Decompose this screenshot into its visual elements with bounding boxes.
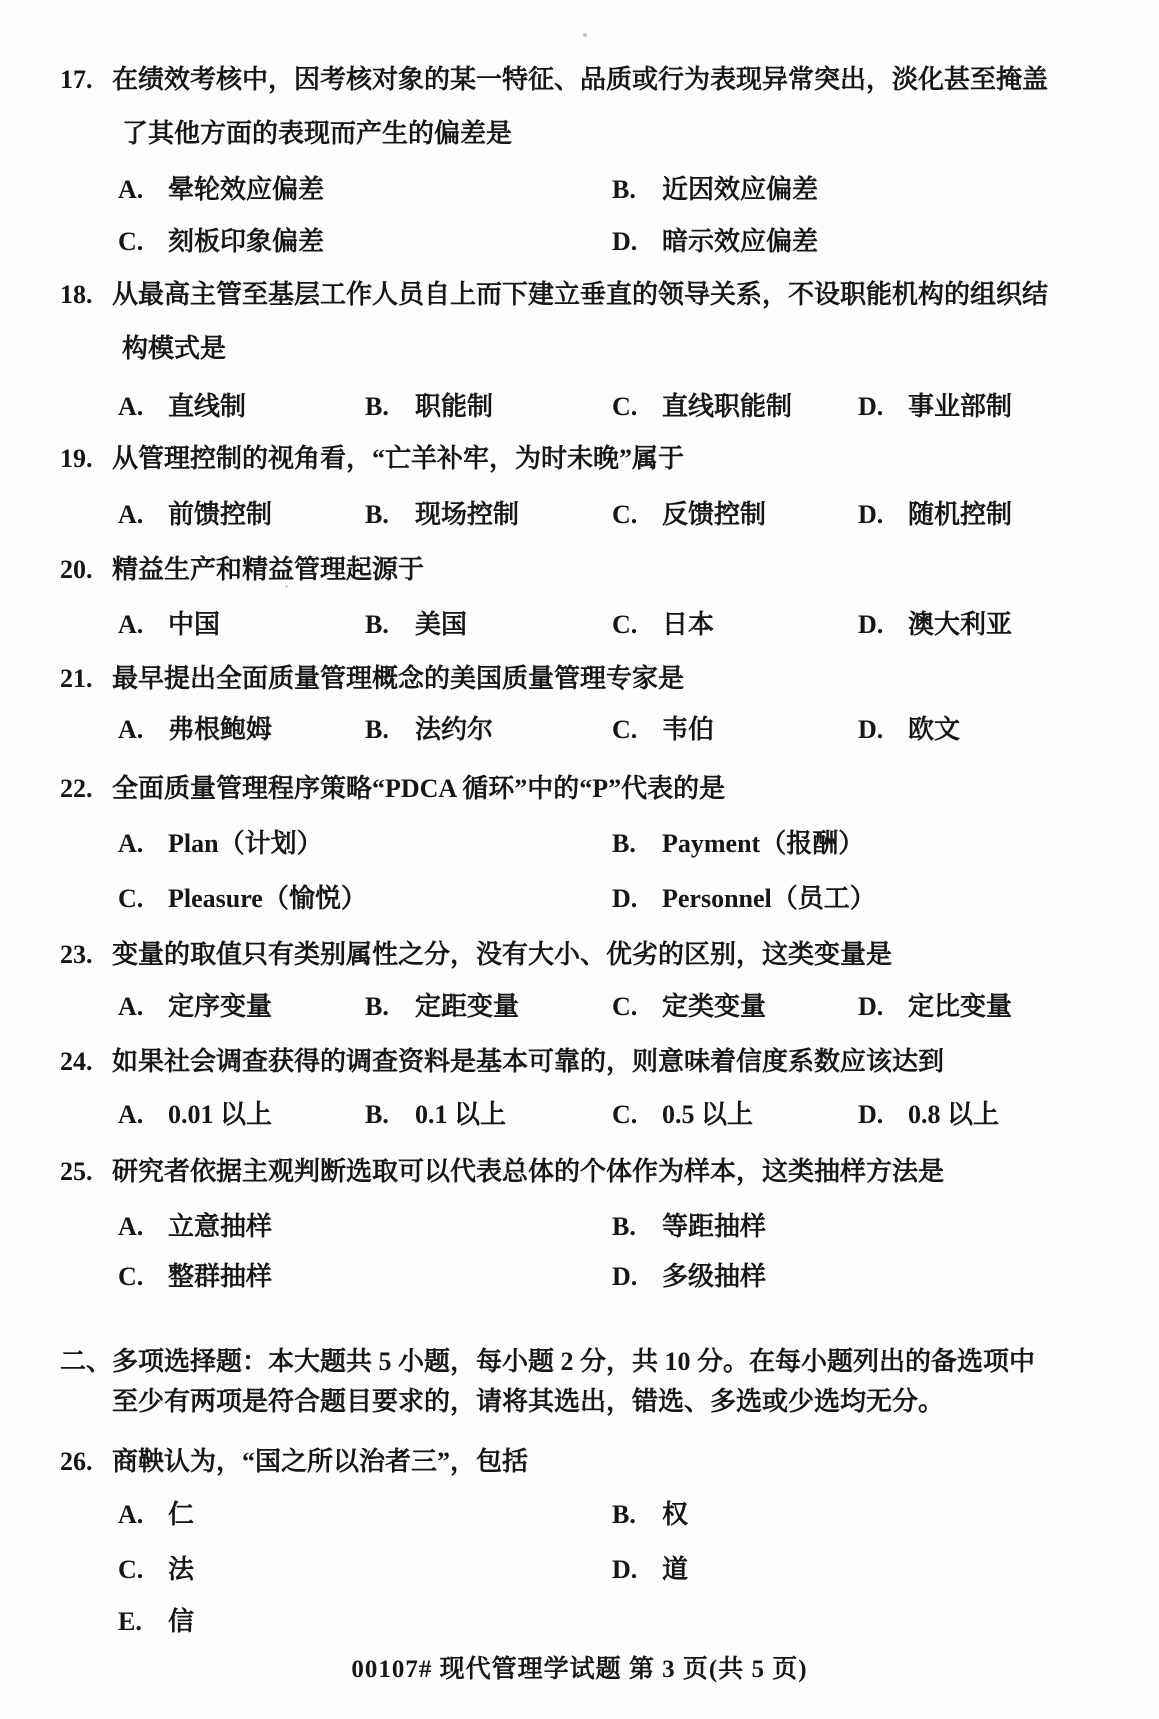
- option-text: 欧文: [908, 715, 961, 744]
- option-label: C.: [612, 392, 638, 421]
- section-number: 二、: [60, 1347, 113, 1376]
- option-text: 定类变量: [662, 992, 767, 1021]
- scan-speck: [583, 33, 587, 37]
- option-text: 法: [168, 1555, 195, 1584]
- option-label: B.: [612, 1212, 636, 1241]
- question-18-line-2: [0, 333, 1159, 365]
- option-text: 整群抽样: [168, 1262, 273, 1291]
- question-text: 全面质量管理程序策略“PDCA 循环”中的“P”代表的是: [112, 774, 726, 803]
- question-number: 24.: [60, 1047, 93, 1076]
- option-24-d: [858, 1099, 999, 1131]
- option-20-c: [612, 609, 714, 641]
- question-22-line-1: [0, 773, 1159, 805]
- question-20-line-1: [0, 554, 1159, 586]
- option-text: 事业部制: [908, 392, 1013, 421]
- section-2-header-line-1: [0, 1346, 1159, 1378]
- option-20-a: [118, 609, 220, 641]
- option-label: A.: [118, 392, 144, 421]
- option-22-a: [118, 828, 323, 860]
- option-label: D.: [612, 884, 638, 913]
- question-25-line-1: [0, 1156, 1159, 1188]
- option-label: A.: [118, 715, 144, 744]
- option-text: 直线制: [168, 392, 247, 421]
- option-label: D.: [612, 1262, 638, 1291]
- option-text: 法约尔: [415, 715, 494, 744]
- question-17-line-2: [0, 118, 1159, 150]
- option-text: 定序变量: [168, 992, 273, 1021]
- option-label: D.: [858, 610, 884, 639]
- option-label: C.: [612, 1100, 638, 1129]
- option-label: A.: [118, 610, 144, 639]
- question-text: 从管理控制的视角看，“亡羊补牢，为时未晚”属于: [112, 444, 685, 473]
- option-label: B.: [612, 829, 636, 858]
- option-17-c: [118, 226, 324, 258]
- option-24-c: [612, 1099, 753, 1131]
- question-text: 从最高主管至基层工作人员自上而下建立垂直的领导关系，不设职能机构的组织结: [112, 280, 1049, 309]
- option-text: 定比变量: [908, 992, 1013, 1021]
- option-text: 道: [662, 1555, 689, 1584]
- option-text: 中国: [168, 610, 221, 639]
- option-label: C.: [118, 884, 144, 913]
- option-label: C.: [118, 1555, 144, 1584]
- option-label: A.: [118, 1212, 144, 1241]
- option-23-b: [365, 991, 519, 1023]
- question-text: 最早提出全面质量管理概念的美国质量管理专家是: [112, 664, 685, 693]
- option-label: A.: [118, 175, 144, 204]
- option-text: 弗根鲍姆: [168, 715, 273, 744]
- option-26-e: [118, 1606, 194, 1638]
- question-19-line-1: [0, 443, 1159, 475]
- question-text: 商鞅认为，“国之所以治者三”，包括: [112, 1447, 529, 1476]
- option-text: 刻板印象偏差: [168, 227, 325, 256]
- option-label: D.: [612, 1555, 638, 1584]
- question-text: 精益生产和精益管理起源于: [112, 555, 425, 584]
- option-label: B.: [365, 500, 389, 529]
- question-text: 研究者依据主观判断选取可以代表总体的个体作为样本，这类抽样方法是: [112, 1157, 945, 1186]
- option-19-a: [118, 499, 272, 531]
- option-26-d: [612, 1554, 688, 1586]
- option-label: D.: [858, 392, 884, 421]
- option-label: C.: [612, 992, 638, 1021]
- option-label: D.: [858, 500, 884, 529]
- option-label: B.: [365, 1100, 389, 1129]
- option-text: Plan（计划）: [168, 829, 323, 858]
- option-label: A.: [118, 829, 144, 858]
- option-label: E.: [118, 1607, 142, 1636]
- question-21-line-1: [0, 663, 1159, 695]
- option-text: 职能制: [415, 392, 494, 421]
- question-text: 如果社会调查获得的调查资料是基本可靠的，则意味着信度系数应该达到: [112, 1047, 945, 1076]
- option-label: C.: [612, 500, 638, 529]
- option-text: 立意抽样: [168, 1212, 273, 1241]
- option-text: 美国: [415, 610, 468, 639]
- section-instructions: 多项选择题：本大题共 5 小题，每小题 2 分，共 10 分。在每小题列出的备选项中: [112, 1347, 1036, 1376]
- option-21-d: [858, 714, 960, 746]
- option-text: 定距变量: [415, 992, 520, 1021]
- option-19-c: [612, 499, 766, 531]
- option-25-b: [612, 1211, 766, 1243]
- option-text: Personnel（员工）: [662, 884, 876, 913]
- question-18-line-1: [0, 279, 1159, 311]
- option-text: 0.8 以上: [908, 1100, 1000, 1129]
- question-26-line-1: [0, 1446, 1159, 1478]
- option-24-a: [118, 1099, 272, 1131]
- question-number: 19.: [60, 444, 93, 473]
- option-22-b: [612, 828, 864, 860]
- question-text: 构模式是: [122, 334, 227, 363]
- option-label: A.: [118, 1500, 144, 1529]
- option-label: C.: [118, 227, 144, 256]
- option-17-b: [612, 174, 818, 206]
- option-text: 0.5 以上: [662, 1100, 754, 1129]
- option-21-c: [612, 714, 714, 746]
- option-26-a: [118, 1499, 194, 1531]
- option-text: 信: [168, 1607, 195, 1636]
- question-text: 在绩效考核中，因考核对象的某一特征、品质或行为表现异常突出，淡化甚至掩盖: [112, 65, 1049, 94]
- option-22-d: [612, 883, 876, 915]
- option-text: 暗示效应偏差: [662, 227, 819, 256]
- page-footer: [0, 1654, 1159, 1686]
- option-25-a: [118, 1211, 272, 1243]
- question-23-line-1: [0, 939, 1159, 971]
- option-21-a: [118, 714, 272, 746]
- question-24-line-1: [0, 1046, 1159, 1078]
- footer-text: 00107# 现代管理学试题 第 3 页(共 5 页): [351, 1656, 808, 1683]
- option-17-a: [118, 174, 324, 206]
- option-label: B.: [612, 175, 636, 204]
- option-25-c: [118, 1261, 272, 1293]
- option-text: Payment（报酬）: [662, 829, 865, 858]
- option-19-d: [858, 499, 1012, 531]
- option-23-c: [612, 991, 766, 1023]
- question-number: 25.: [60, 1157, 93, 1186]
- question-number: 22.: [60, 774, 93, 803]
- option-text: 0.1 以上: [415, 1100, 507, 1129]
- option-text: 前馈控制: [168, 500, 273, 529]
- option-label: C.: [612, 715, 638, 744]
- option-text: 仁: [168, 1500, 195, 1529]
- question-number: 18.: [60, 280, 93, 309]
- option-text: 晕轮效应偏差: [168, 175, 325, 204]
- option-text: 现场控制: [415, 500, 520, 529]
- option-label: A.: [118, 992, 144, 1021]
- option-label: D.: [858, 992, 884, 1021]
- option-text: 直线职能制: [662, 392, 793, 421]
- section-2-header-line-2: [0, 1386, 1159, 1418]
- option-23-d: [858, 991, 1012, 1023]
- option-text: 0.01 以上: [168, 1100, 273, 1129]
- option-19-b: [365, 499, 519, 531]
- option-text: 多级抽样: [662, 1262, 767, 1291]
- question-17-line-1: [0, 64, 1159, 96]
- option-label: B.: [365, 715, 389, 744]
- question-number: 26.: [60, 1447, 93, 1476]
- question-text: 了其他方面的表现而产生的偏差是: [122, 119, 513, 148]
- option-label: A.: [118, 1100, 144, 1129]
- option-20-d: [858, 609, 1012, 641]
- option-18-a: [118, 391, 246, 423]
- option-text: 近因效应偏差: [662, 175, 819, 204]
- option-text: 随机控制: [908, 500, 1013, 529]
- option-text: Pleasure（愉悦）: [168, 884, 367, 913]
- option-label: D.: [612, 227, 638, 256]
- option-18-c: [612, 391, 792, 423]
- option-text: 日本: [662, 610, 715, 639]
- question-number: 20.: [60, 555, 93, 584]
- option-26-b: [612, 1499, 688, 1531]
- option-label: B.: [612, 1500, 636, 1529]
- option-text: 权: [662, 1500, 689, 1529]
- option-20-b: [365, 609, 467, 641]
- option-label: A.: [118, 500, 144, 529]
- section-instructions: 至少有两项是符合题目要求的，请将其选出，错选、多选或少选均无分。: [112, 1387, 945, 1416]
- option-label: C.: [118, 1262, 144, 1291]
- question-number: 21.: [60, 664, 93, 693]
- option-label: D.: [858, 1100, 884, 1129]
- option-24-b: [365, 1099, 506, 1131]
- option-23-a: [118, 991, 272, 1023]
- question-number: 17.: [60, 65, 93, 94]
- option-text: 等距抽样: [662, 1212, 767, 1241]
- option-label: B.: [365, 392, 389, 421]
- option-18-b: [365, 391, 493, 423]
- option-26-c: [118, 1554, 194, 1586]
- option-22-c: [118, 883, 367, 915]
- option-21-b: [365, 714, 493, 746]
- question-number: 23.: [60, 940, 93, 969]
- option-label: B.: [365, 610, 389, 639]
- option-label: C.: [612, 610, 638, 639]
- option-label: B.: [365, 992, 389, 1021]
- option-text: 韦伯: [662, 715, 715, 744]
- option-text: 反馈控制: [662, 500, 767, 529]
- option-label: D.: [858, 715, 884, 744]
- option-17-d: [612, 226, 818, 258]
- question-text: 变量的取值只有类别属性之分，没有大小、优劣的区别，这类变量是: [112, 940, 893, 969]
- option-25-d: [612, 1261, 766, 1293]
- option-text: 澳大利亚: [908, 610, 1013, 639]
- option-18-d: [858, 391, 1012, 423]
